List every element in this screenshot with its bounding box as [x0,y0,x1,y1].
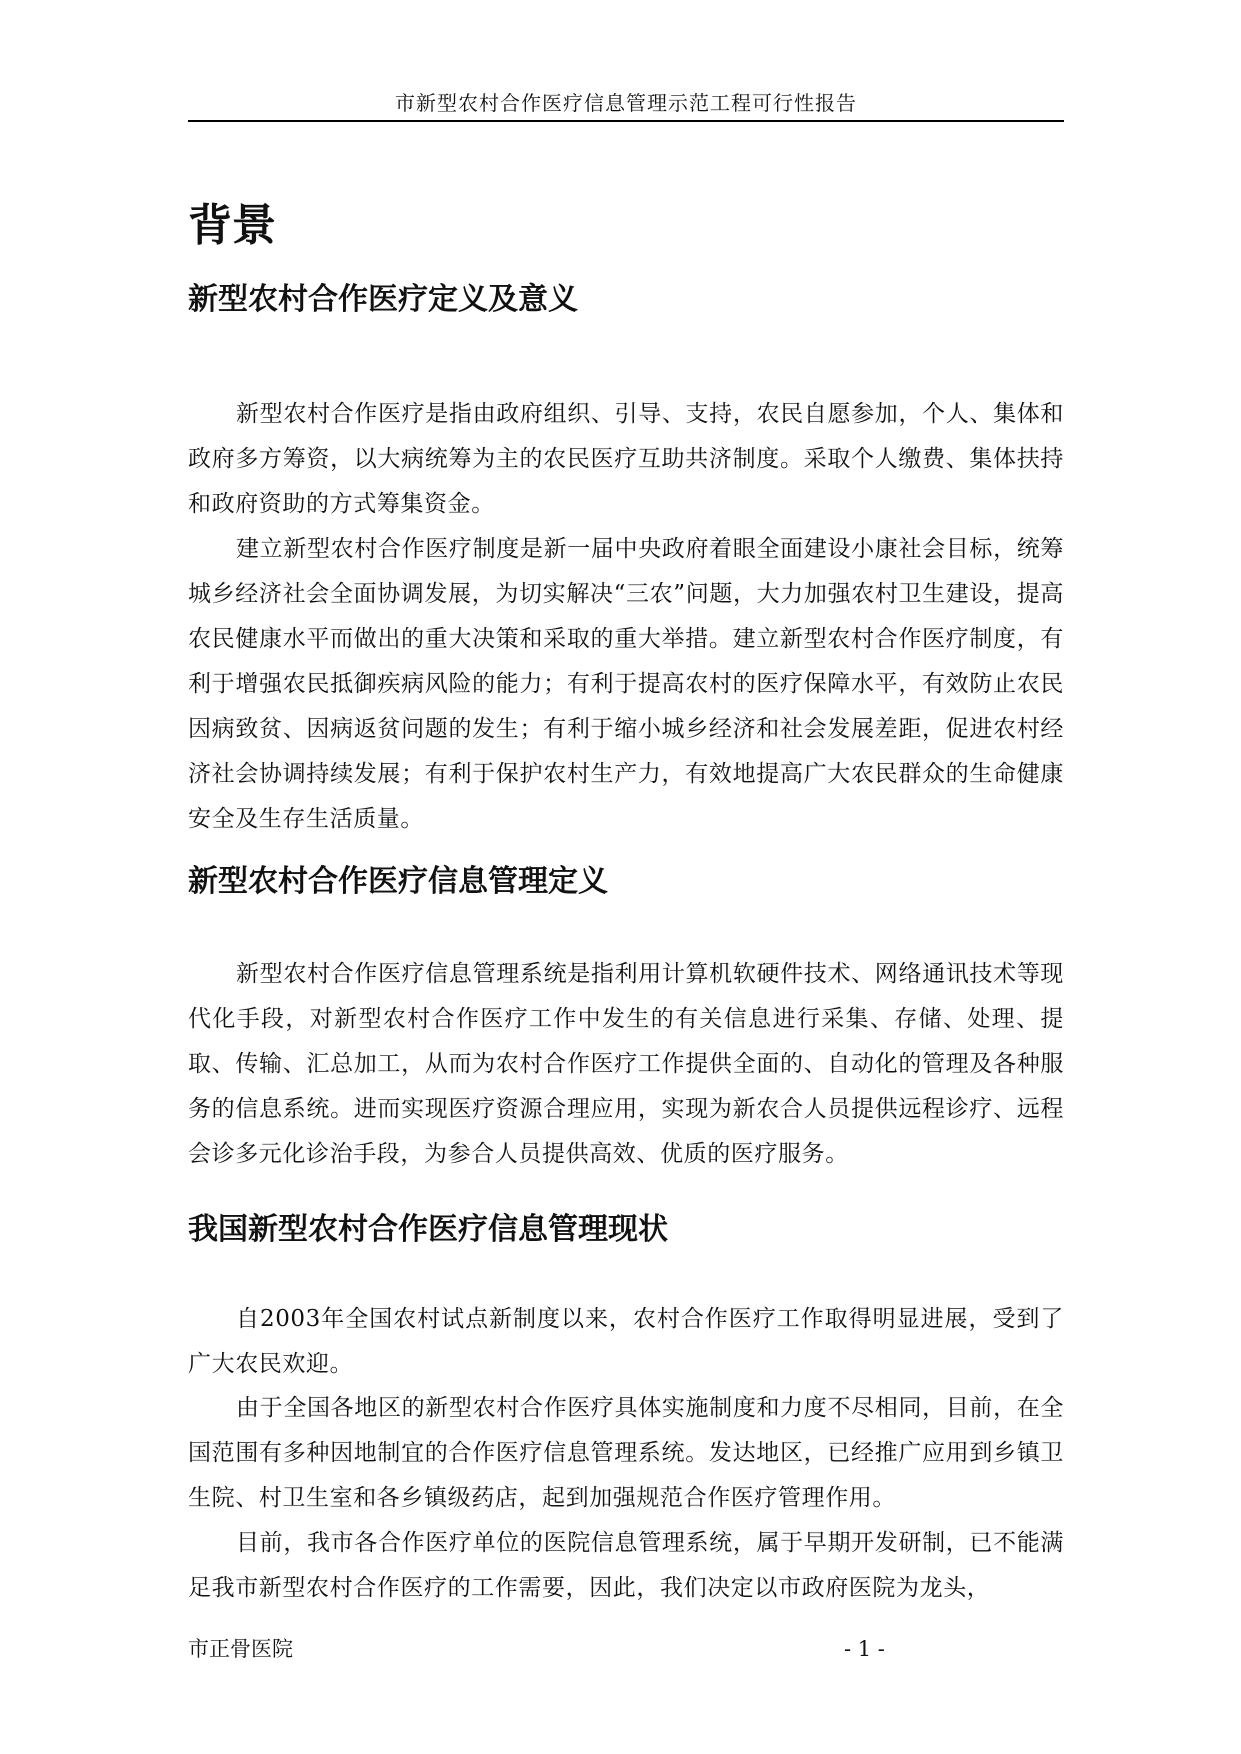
paragraph: 建立新型农村合作医疗制度是新一届中央政府着眼全面建设小康社会目标，统筹城乡经济社会全面协调发展，为切实解决“三农”问题，大力加强农村卫生建设，提高农民健康水平而做出的重大决策和采取的重大举措。建立新型农村合作医疗制度，有利于增强农民抵御疾病风险的能力；有利于提高农村的医疗保障水平，有效防止农民因病致贫、因病返贫问题的发生；有利于缩小城乡经济和社会发展差距，促进农村经济社会协调持续发展；有利于保护农村生产力，有效地提高广大农民群众的生命健康安全及生存生活质量。 [188,536,1064,832]
footer-organization: 市正骨医院 [188,1637,293,1661]
paragraph: 新型农村合作医疗信息管理系统是指利用计算机软硬件技术、网络通讯技术等现代化手段，对新型农村合作医疗工作中发生的有关信息进行采集、存储、处理、提取、传输、汇总加工，从而为农村合作医疗工作提供全面的、自动化的管理及各种服务的信息系统。进而实现医疗资源合理应用，实现为新农合人员提供远程诊疗、远程会诊多元化诊治手段，为参合人员提供高效、优质的医疗服务。 [188,961,1064,1167]
section-heading-status: 我国新型农村合作医疗信息管理现状 [188,1212,668,1247]
running-header: 市新型农村合作医疗信息管理示范工程可行性报告 [188,86,1064,122]
chapter-title: 背景 [188,200,276,251]
paragraph: 目前，我市各合作医疗单位的医院信息管理系统，属于早期开发研制，已不能满足我市新型农村合作医疗的工作需要，因此，我们决定以市政府医院为龙头， [188,1530,1064,1601]
paragraph: 由于全国各地区的新型农村合作医疗具体实施制度和力度不尽相同，目前，在全国范围有多种因地制宜的合作医疗信息管理系统。发达地区，已经推广应用到乡镇卫生院、村卫生室和各乡镇级药店，起到加强规范合作医疗管理作用。 [188,1395,1064,1511]
paragraph: 自2003年全国农村试点新制度以来，农村合作医疗工作取得明显进展，受到了广大农民欢迎。 [188,1306,1064,1377]
paragraph: 新型农村合作医疗是指由政府组织、引导、支持，农民自愿参加，个人、集体和政府多方筹资，以大病统筹为主的农民医疗互助共济制度。采取个人缴费、集体扶持和政府资助的方式筹集资金。 [188,401,1064,517]
section-heading-definition: 新型农村合作医疗定义及意义 [188,282,578,317]
page-number: - 1 - [844,1637,885,1661]
section-heading-info-management: 新型农村合作医疗信息管理定义 [188,864,608,899]
